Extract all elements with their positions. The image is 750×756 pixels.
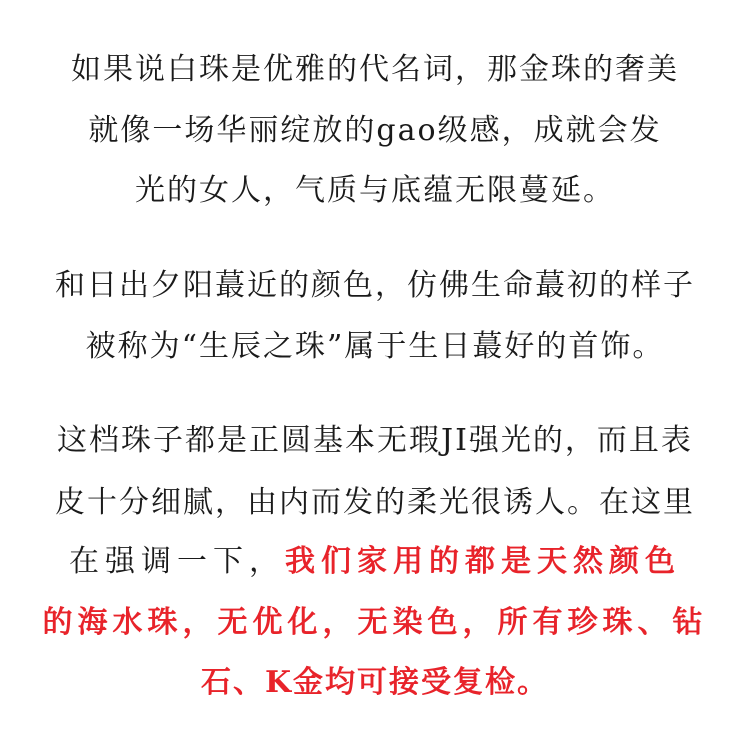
text-line: 光的女人，气质与底蕴无限蔓延。 xyxy=(135,173,615,208)
text-line-mixed xyxy=(0,542,750,582)
text-line: 就像一场华丽绽放的gao级感，成就会发 xyxy=(88,113,662,148)
text-line: 皮十分细腻，由内而发的柔光很诱人。在这里 xyxy=(55,485,695,520)
highlight-text-line: 石、K金均可接受复检。 xyxy=(200,665,550,700)
text-line: 和日出夕阳蕞近的颜色，仿佛生命蕞初的样子 xyxy=(55,268,695,303)
highlight-text-line: 的海水珠，无优化，无染色，所有珍珠、钻 xyxy=(42,605,708,640)
highlight-text: 我们家用的都是天然颜色 xyxy=(285,544,681,579)
text-line: 被称为“生辰之珠”属于生日蕞好的首饰。 xyxy=(85,329,665,364)
emphasis-lead-text: 在强调一下， xyxy=(69,544,285,579)
text-line: 这档珠子都是正圆基本无瑕JI强光的，而且表 xyxy=(57,423,693,458)
text-line: 如果说白珠是优雅的代名词，那金珠的奢美 xyxy=(71,52,679,87)
